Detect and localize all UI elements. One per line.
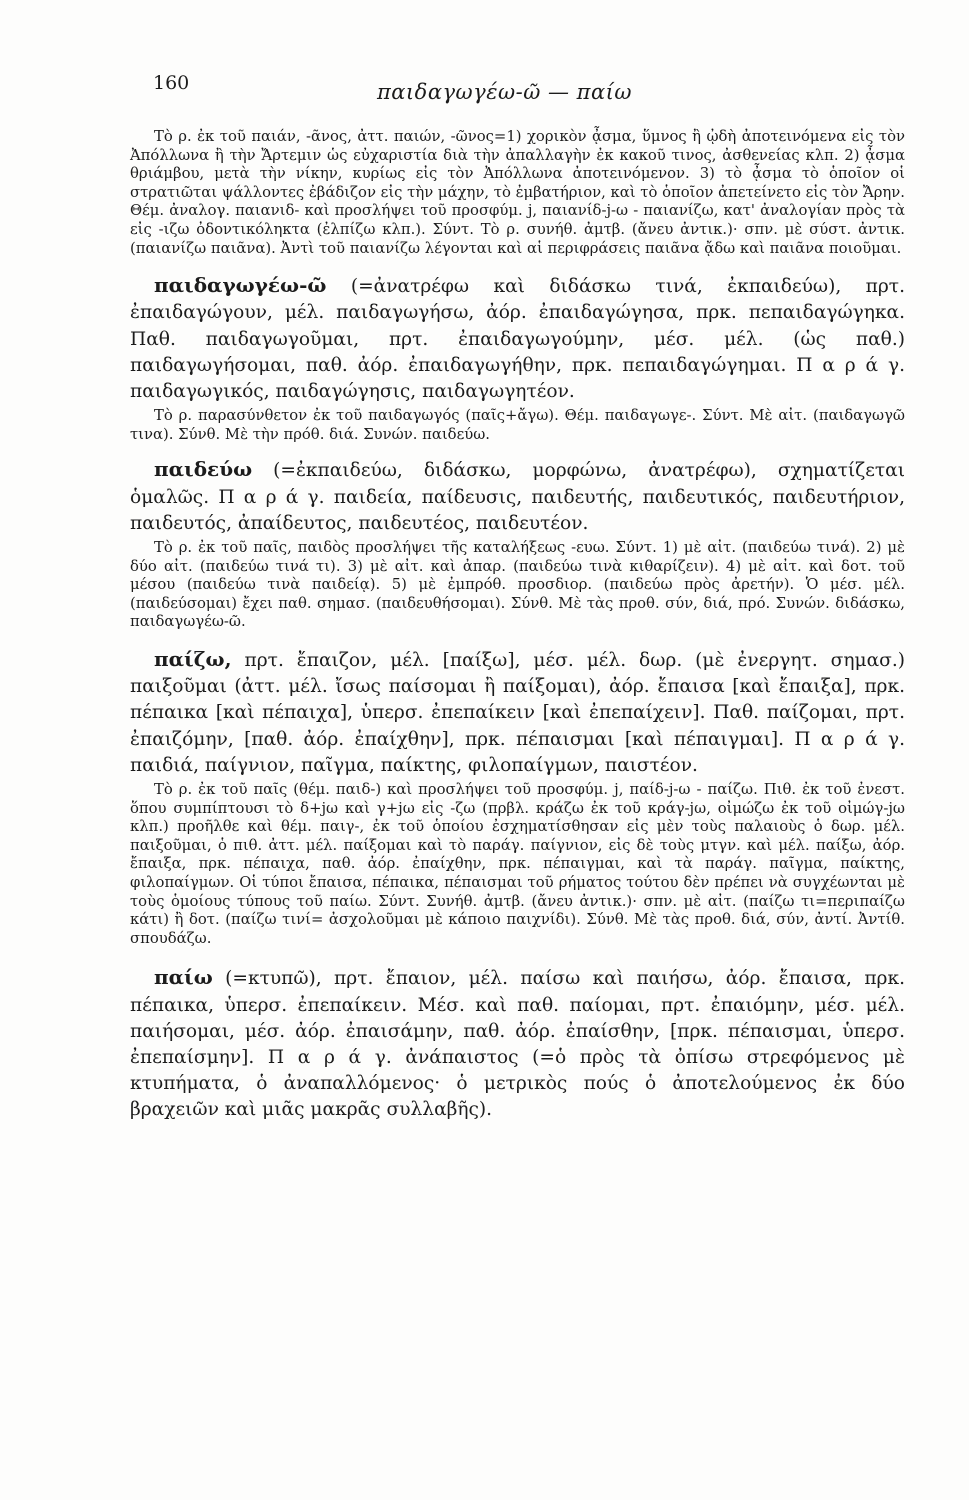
headword: παίζω, [154, 646, 232, 671]
entry-body: (=ἀνατρέφω καὶ διδάσκω τινά, ἐκπαιδεύω), πρτ. ἐπαιδαγώγουν, μέλ. παιδαγωγήσω, ἀόρ. ἐπαιδαγώγησα, πρκ. πεπαιδαγώγηκα. Παθ. παιδαγωγοῦμαι, πρτ. ἐπαιδαγωγούμην, μέσ. μέλ. (ὡς παθ.) παιδαγωγήσομαι, παθ. ἀόρ. ἐπαιδαγωγήθην, πρκ. πεπαιδαγώγημαι. Π α ρ ά γ. παιδαγωγικός, παιδαγώγησις, παιδαγωγητέον. [130, 276, 905, 402]
entry-body: (=κτυπῶ), πρτ. ἔπαιον, μέλ. παίσω καὶ παιήσω, ἀόρ. ἔπαισα, πρκ. πέπαικα, ὑπερσ. ἐπεπαίκειν. Μέσ. καὶ παθ. παίομαι, πρτ. ἐπαιόμην, μέσ. μέλ. παιήσομαι, μέσ. ἀόρ. ἐπαισάμην, παθ. ἀόρ. ἐπαίσθην, [πρκ. πέπαισμαι, ὑπερσ. ἐπεπαίσμην]. Π α ρ ά γ. ἀνάπαιστος (=ὁ πρὸς τὰ ὀπίσω στρεφόμενος μὲ κτυπήματα, ὁ ἀναπαλλόμενος· ὁ μετρικὸς πούς ὁ ἀποτελούμενος ἐκ δύο βραχειῶν καὶ μιᾶς μακρᾶς συλλαβῆς). [130, 968, 905, 1121]
headword: παίω [154, 965, 213, 990]
headword: παιδεύω [154, 457, 253, 482]
entry-paideuo [130, 456, 905, 537]
page-number: 160 [153, 72, 190, 94]
entry-paio [130, 964, 905, 1123]
text-column [130, 128, 905, 1126]
etymology-note-paizo: Τὸ ρ. ἐκ τοῦ παῖς (θέμ. παιδ-) καὶ προσλήψει τοῦ προσφύμ. j, παίδ-j-ω - παίζω. Πιθ. ἐκ τοῦ ἐνεστ. ὅπου συμπίπτουσι τὸ δ+jω καὶ γ+jω εἰς -ζω (πρβλ. κράζω ἐκ τοῦ κράγ-jω, οἰμώζω ἐκ τοῦ οἰμώγ-jω κλπ.) προῆλθε καὶ θέμ. παιγ-, ἐκ τοῦ ὁποίου ἐσχηματίσθησαν εἰς μὲν τοὺς παλαιοὺς ὁ δωρ. μέλ. παιξοῦμαι, ὁ πιθ. ἀττ. μέλ. παίξομαι καὶ τὸ παράγ. παίγνιον, εἰς δὲ τοὺς μτγν. καὶ μέλ. παίξω, ἀόρ. ἔπαιξα, πρκ. πέπαιχα, παθ. ἀόρ. ἐπαίχθην, πρκ. πέπαιγμαι, καὶ τὰ παράγ. παῖγμα, παίκτης, φιλοπαίγμων. Οἱ τύποι ἔπαισα, πέπαικα, πέπαισμαι τοῦ ρήματος τούτου δὲν πρέπει νὰ συγχέωνται μὲ τοὺς ὁμοίους τύπους τοῦ παίω. Σύντ. Συνήθ. ἀμτβ. (ἄνευ ἀντικ.)· σπν. μὲ αἰτ. (παίζω τι=περιπαίζω κάτι) ἢ δοτ. (παίζω τινί= ἀσχολοῦμαι μὲ κάποιο παιχνίδι). Σύνθ. Μὲ τὰς προθ. διά, σύν, ἀντί. Ἀντίθ. σπουδάζω. [130, 780, 905, 947]
entry-paizo [130, 646, 905, 779]
etymology-note-paideuo: Τὸ ρ. ἐκ τοῦ παῖς, παιδὸς προσλήψει τῆς καταλήξεως -ευω. Σύντ. 1) μὲ αἰτ. (παιδεύω τινά). 2) μὲ δύο αἰτ. (παιδεύω τινά τι). 3) μὲ αἰτ. καὶ ἀπαρ. (παιδεύω τινὰ κιθαρίζειν). 4) μὲ αἰτ. καὶ δοτ. τοῦ μέσου (παιδεύω τινὰ παιδείᾳ). 5) μὲ ἐμπρόθ. προσδιορ. (παιδεύω πρὸς ἀρετήν). Ὁ μέσ. μέλ. (παιδεύσομαι) ἔχει παθ. σημασ. (παιδευθήσομαι). Σύνθ. Μὲ τὰς προθ. σύν, διά, πρό. Συνών. διδάσκω, παιδαγωγέω-ῶ. [130, 538, 905, 631]
entry-paidagogeo [130, 272, 905, 405]
headword: παιδαγωγέω-ῶ [154, 273, 327, 298]
running-head: παιδαγωγέω-ῶ — παίω [376, 80, 633, 104]
entry-body: πρτ. ἔπαιζον, μέλ. [παίξω], μέσ. μέλ. δωρ. (μὲ ἐνεργητ. σημασ.) παιξοῦμαι (ἀττ. μέλ. ἴσως παίσομαι ἢ παίξομαι), ἀόρ. ἔπαισα [καὶ ἔπαιξα], πρκ. πέπαικα [καὶ πέπαιχα], ὑπερσ. ἐπεπαίκειν [καὶ ἐπεπαίχειν]. Παθ. παίζομαι, πρτ. ἐπαιζόμην, [παθ. ἀόρ. ἐπαίχθην], πρκ. πέπαισμαι [καὶ πέπαιγμαι]. Π α ρ ά γ. παιδιά, παίγνιον, παῖγμα, παίκτης, φιλοπαίγμων, παιστέον. [130, 649, 905, 776]
etymology-note-paian: Τὸ ρ. ἐκ τοῦ παιάν, -ᾶνος, ἀττ. παιών, -ῶνος=1) χορικὸν ᾆσμα, ὕμνος ἢ ᾠδὴ ἀποτεινόμενα εἰς τὸν Ἀπόλλωνα ἢ τὴν Ἄρτεμιν ὡς εὐχαριστία διὰ τὴν ἀπαλλαγὴν ἐκ κακοῦ τινος, ἀσθενείας κλπ. 2) ᾆσμα θριάμβου, μετὰ τὴν νίκην, κυρίως εἰς τὸν Ἀπόλλωνα ἀποτεινόμενον. 3) τὸ ᾆσμα τὸ ὁποῖον οἱ στρατιῶται ψάλλοντες ἐβάδιζον εἰς τὴν μάχην, τὸ ἐμβατήριον, καὶ τὸ ὁποῖον ἀπετείνετο εἰς τὸν Ἄρην. Θέμ. ἀναλογ. παιανιδ- καὶ προσλήψει τοῦ προσφύμ. j, παιανίδ-j-ω - παιανίζω, κατ' ἀναλογίαν πρὸς τὰ εἰς -ιζω ὀδοντικόληκτα (ἐλπίζω κλπ.). Σύντ. Τὸ ρ. συνήθ. ἀμτβ. (ἄνευ ἀντικ.)· σπν. μὲ σύστ. ἀντικ. (παιανίζω παιᾶνα). Ἀντὶ τοῦ παιανίζω λέγονται καὶ αἱ περιφράσεις παιᾶνα ᾄδω καὶ παιᾶνα ποιοῦμαι. [130, 128, 905, 257]
entry-body: (=ἐκπαιδεύω, διδάσκω, μορφώνω, ἀνατρέφω), σχηματίζεται ὁμαλῶς. Π α ρ ά γ. παιδεία, παίδευσις, παιδευτής, παιδευτικός, παιδευτήριον, παιδευτός, ἀπαίδευτος, παιδευτέος, παιδευτέον. [130, 460, 905, 534]
etymology-note-paidagogeo: Τὸ ρ. παρασύνθετον ἐκ τοῦ παιδαγωγός (παῖς+ἄγω). Θέμ. παιδαγωγε-. Σύντ. Μὲ αἰτ. (παιδαγωγῶ τινα). Σύνθ. Μὲ τὴν πρόθ. διά. Συνών. παιδεύω. [130, 407, 905, 443]
